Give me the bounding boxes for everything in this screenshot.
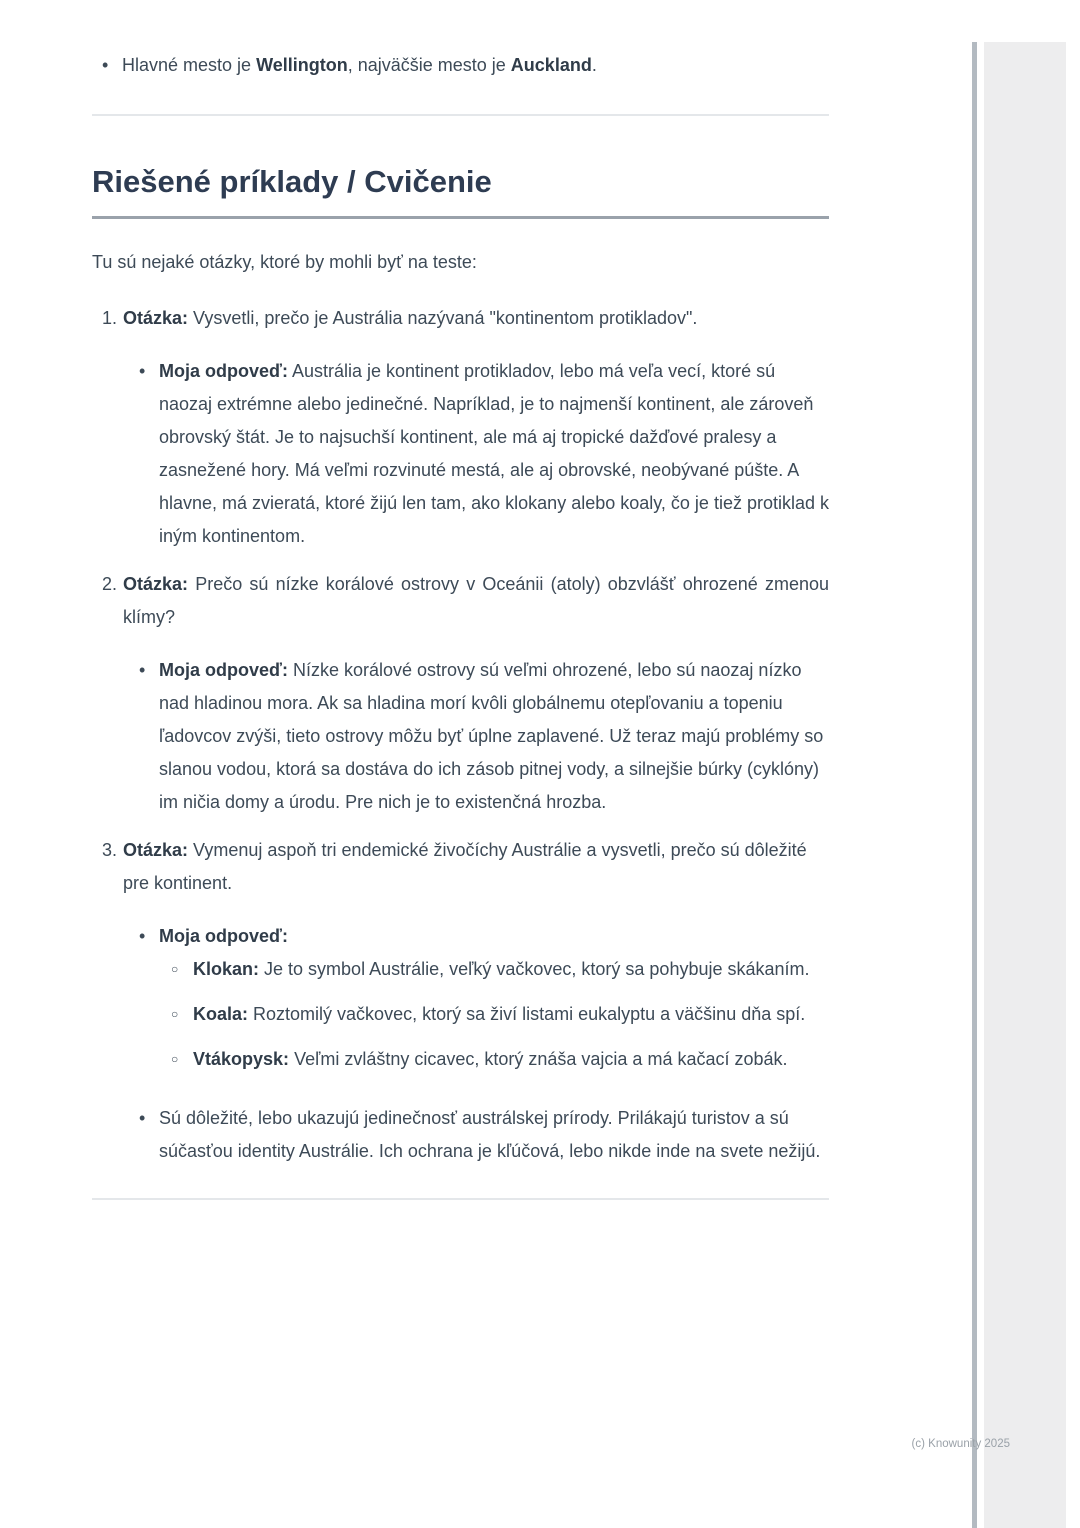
answer-label: Moja odpoveď:	[159, 926, 288, 946]
answer-body	[159, 920, 829, 1076]
answer-content: Nízke korálové ostrovy sú veľmi ohrozené, lebo sú naozaj nízko nad hladinou mora. Ak sa hladina morí kvôli globálnemu otepľovaniu a topeniu ľadovcov zvýši, tieto ostrovy môžu byť úplne zaplavené. Už teraz majú problémy so slanou vodou, ktorá sa dostáva do ich zásob pitnej vody, a silnejšie búrky (cyklóny) im ničia domy a úrodu. Pre nich je to existenčná hrozba.	[159, 660, 824, 812]
animal-item-vtakopysk	[159, 1043, 829, 1076]
section-title-underline	[92, 216, 829, 219]
bullet-disc-icon: •	[139, 361, 146, 381]
question-text	[123, 568, 829, 634]
intro-paragraph: Tu sú nejaké otázky, ktoré by mohli byť na teste:	[92, 252, 477, 272]
answer-item	[123, 920, 829, 1076]
animal-item-klokan	[159, 953, 829, 986]
fact-text-part: .	[591, 55, 597, 75]
animal-name: Vtákopysk:	[193, 1049, 290, 1069]
fact-bold-auckland: Auckland	[510, 55, 592, 75]
horizontal-divider-bottom	[92, 1198, 829, 1200]
animal-description: Veľmi zvláštny cicavec, ktorý znáša vajcia a má kačací zobák.	[294, 1049, 788, 1069]
answer-body	[159, 355, 829, 553]
animal-description: Je to symbol Austrálie, veľký vačkovec, ktorý sa pohybuje skákaním.	[264, 959, 810, 979]
animal-text	[193, 998, 829, 1031]
animal-text	[193, 953, 829, 986]
answer-label-line	[159, 920, 829, 953]
viewer-side-panel	[984, 42, 1066, 1528]
question-text	[123, 834, 829, 900]
answer-body	[159, 654, 829, 819]
answer-content: Austrália je kontinent protikladov, lebo má veľa vecí, ktoré sú naozaj extrémne alebo jedinečné. Napríklad, je to najmenší kontinent, ale zároveň obrovský štát. Je to najsuchší kontinent, ale má aj tropické dažďové pralesy a zasnežené hory. Má veľmi rozvinuté mestá, ale aj obrovské, neobývané púšte. A hlavne, má zvieratá, ktoré žijú len tam, ako klokany alebo koaly, čo je tiež protiklad k iným kontinentom.	[159, 361, 829, 546]
question-text	[123, 302, 829, 335]
bullet-disc-icon: •	[139, 926, 146, 946]
question-label: Otázka:	[123, 840, 189, 860]
bullet-circle-icon: ○	[171, 1052, 179, 1066]
closing-note-text: Sú dôležité, lebo ukazujú jedinečnosť austrálskej prírody. Prilákajú turistov a sú súčasťou identity Austrálie. Ich ochrana je kľúčová, lebo nikde inde na svete nežijú.	[159, 1108, 821, 1161]
bullet-disc-icon: •	[102, 55, 109, 75]
viewer-gutter-line	[972, 42, 977, 1528]
answer-item	[123, 355, 829, 553]
question-label: Otázka:	[123, 574, 189, 594]
animal-name: Koala:	[193, 1004, 249, 1024]
answer-label: Moja odpoveď:	[159, 361, 288, 381]
bullet-circle-icon: ○	[171, 1007, 179, 1021]
question-item-1	[92, 302, 829, 553]
question-body	[123, 834, 829, 1168]
question-body	[123, 568, 829, 819]
animal-text	[193, 1043, 829, 1076]
horizontal-divider-top	[92, 114, 829, 116]
question-number: 2.	[102, 574, 118, 594]
question-label: Otázka:	[123, 308, 189, 328]
animal-name: Klokan:	[193, 959, 260, 979]
question-body	[123, 302, 829, 553]
fact-text-part: , najväčšie mesto je	[347, 55, 511, 75]
bullet-disc-icon: •	[139, 1108, 146, 1128]
fact-list-item	[92, 49, 829, 82]
fact-text-part: Hlavné mesto je	[122, 55, 257, 75]
answer-text	[159, 355, 829, 553]
answer-text	[159, 654, 829, 819]
answer-label: Moja odpoveď:	[159, 660, 288, 680]
bullet-circle-icon: ○	[171, 962, 179, 976]
question-list	[92, 302, 829, 1168]
bullet-disc-icon: •	[139, 660, 146, 680]
question-content: Vysvetli, prečo je Austrália nazývaná "kontinentom protikladov".	[193, 308, 698, 328]
question-item-3	[92, 834, 829, 1168]
question-content: Vymenuj aspoň tri endemické živočíchy Austrálie a vysvetli, prečo sú dôležité pre kontinent.	[123, 840, 807, 893]
section-title: Riešené príklady / Cvičenie	[92, 164, 492, 199]
question-content: Prečo sú nízke korálové ostrovy v Oceánii (atoly) obzvlášť ohrozené zmenou klímy?	[123, 574, 829, 627]
copyright-notice: (c) Knowunity 2025	[911, 1438, 1010, 1450]
fact-text	[122, 49, 597, 82]
question-item-2	[92, 568, 829, 819]
question-number: 3.	[102, 840, 118, 860]
question-number: 1.	[102, 308, 118, 328]
fact-bold-wellington: Wellington	[256, 55, 348, 75]
answer-item	[123, 654, 829, 819]
page-content	[92, 0, 829, 1200]
closing-note-item	[123, 1102, 829, 1168]
animal-description: Roztomilý vačkovec, ktorý sa živí listami eukalyptu a väčšinu dňa spí.	[253, 1004, 806, 1024]
animal-item-koala	[159, 998, 829, 1031]
